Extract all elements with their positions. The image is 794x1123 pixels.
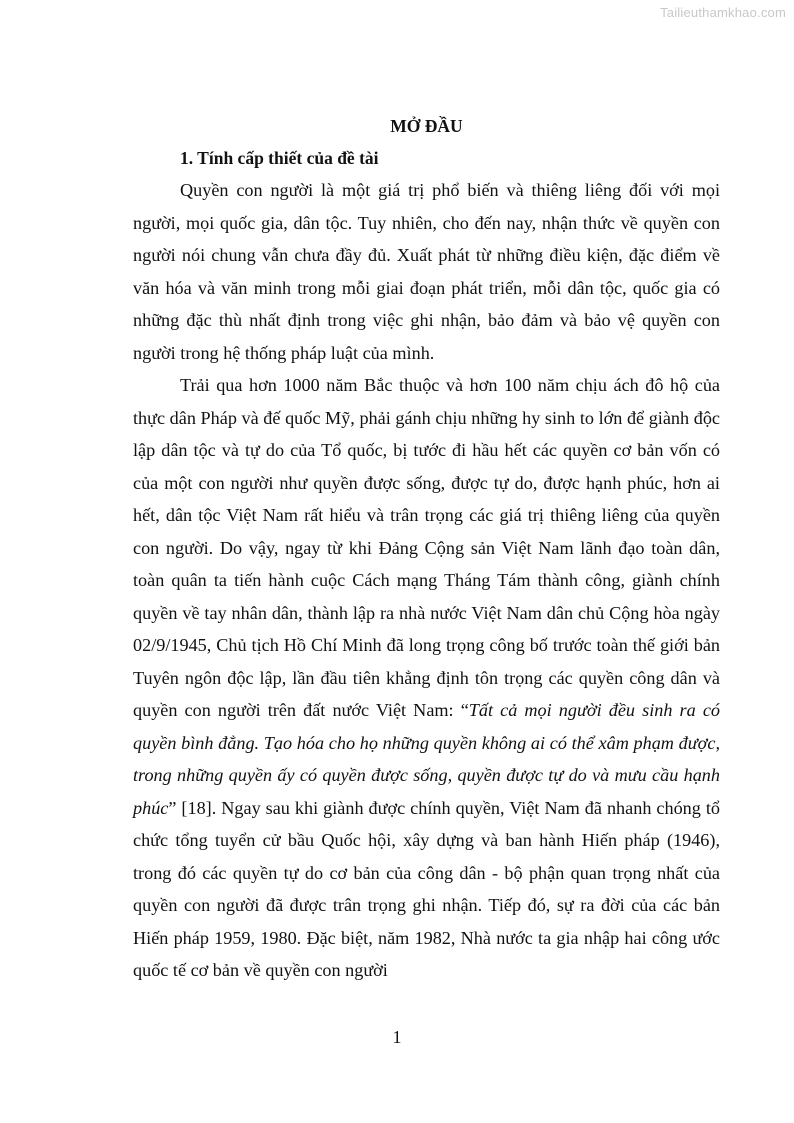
paragraph-2-lead: Trải qua hơn 1000 năm Bắc thuộc và hơn 100 năm chịu ách đô hộ của thực dân Pháp và đế quốc Mỹ, phải gánh chịu những hy sinh to lớn để giành độc lập dân tộc và tự do của Tổ quốc, bị tước đi hầu hết các quyền cơ bản vốn có của một con người như quyền được sống, được tự do, được hạnh phúc, hơn ai hết, dân tộc Việt Nam rất hiểu và trân trọng các giá trị thiêng liêng của quyền con người. Do vậy, ngay từ khi Đảng Cộng sản Việt Nam lãnh đạo toàn dân, toàn quân ta tiến hành cuộc Cách mạng Tháng Tám thành công, giành chính quyền về tay nhân dân, thành lập ra nhà nước Việt Nam dân chủ Cộng hòa ngày 02/9/1945, Chủ tịch Hồ Chí Minh đã long trọng công bố trước toàn thế giới bản Tuyên ngôn độc lập, lần đầu tiên khẳng định tôn trọng các quyền công dân và quyền con người trên đất nước Việt Nam: “ [133,375,720,720]
paragraph-2-tail: ” [18]. Ngay sau khi giành được chính quyền, Việt Nam đã nhanh chóng tổ chức tổng tuyển cử bầu Quốc hội, xây dựng và ban hành Hiến pháp (1946), trong đó các quyền tự do cơ bản của công dân - bộ phận quan trọng nhất của quyền con người đã được trân trọng ghi nhận. Tiếp đó, sự ra đời của các bản Hiến pháp 1959, 1980. Đặc biệt, năm 1982, Nhà nước ta gia nhập hai công ước quốc tế cơ bản về quyền con người [133,797,720,980]
watermark-text: Tailieuthamkhao.com [660,5,786,20]
paragraph-1: Quyền con người là một giá trị phổ biến và thiêng liêng đối với mọi người, mọi quốc gia, dân tộc. Tuy nhiên, cho đến nay, nhận thức về quyền con người nói chung vẫn chưa đầy đủ. Xuất phát từ những điều kiện, đặc điểm về văn hóa và văn minh trong mỗi giai đoạn phát triển, mỗi dân tộc, quốc gia có những đặc thù nhất định trong việc ghi nhận, bảo đảm và bảo vệ quyền con người trong hệ thống pháp luật của mình. [133,180,720,363]
document-title: MỞ ĐẦU [390,116,463,136]
page-number: 1 [392,1027,402,1047]
declaration-quote: Tất cả mọi người đều sinh ra có quyền bình đẳng. Tạo hóa cho họ những quyền không ai có thể xâm phạm được, trong những quyền ấy có quyền được sống, quyền được tự do và mưu cầu hạnh phúc [133,700,720,818]
document-page [133,110,720,987]
paragraph-2 [133,369,720,987]
section-heading: 1. Tính cấp thiết của đề tài [180,148,379,168]
